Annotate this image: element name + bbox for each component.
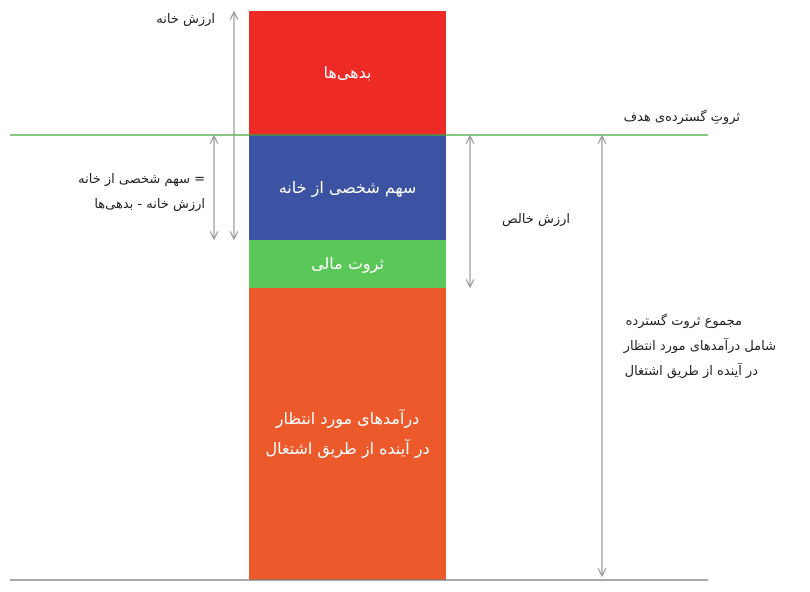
target-wealth-label: ثروتِ گسترده‌ی هدف bbox=[623, 110, 740, 125]
net-worth-label: ارزش خالص bbox=[501, 212, 570, 227]
financial-wealth-label: ثروت مالی bbox=[311, 254, 384, 273]
home-equity-label: سهم شخصی از خانه bbox=[278, 177, 417, 197]
debt-label: بدهی‌ها bbox=[323, 63, 372, 82]
equity-definition-line1: = سهم شخصی از خانه bbox=[78, 172, 205, 187]
future-earnings-label-line2: در آینده از طریق اشتغال bbox=[265, 439, 430, 458]
total-wealth-label-line1: مجموع ثروت گسترده bbox=[625, 314, 742, 329]
home-value-label: ارزش خانه bbox=[156, 12, 215, 27]
total-wealth-label-line3: در آینده از طریق اشتغال bbox=[624, 364, 758, 379]
equity-definition-line2: ارزش خانه - بدهی‌ها bbox=[94, 197, 205, 212]
future-earnings-label-line1: درآمدهای مورد انتظار bbox=[275, 409, 420, 428]
total-wealth-label-line2: شامل درآمدهای مورد انتظار bbox=[623, 339, 776, 354]
